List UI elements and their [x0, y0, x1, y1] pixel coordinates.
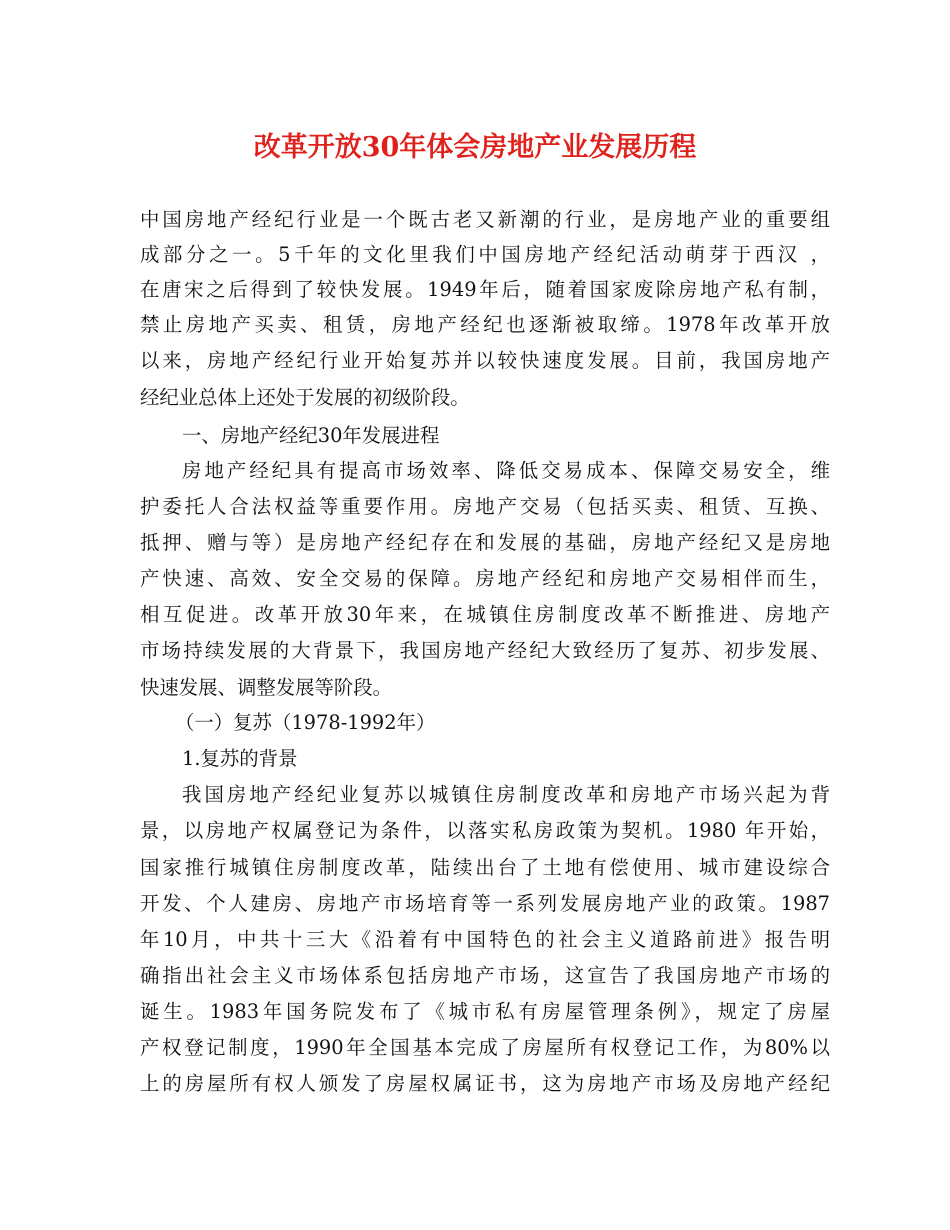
paragraph-line: 禁止房地产买卖、租赁，房地产经纪也逐渐被取缔。1978年改革开放: [140, 313, 830, 336]
section-heading: 一、房地产经纪30年发展进程: [182, 424, 440, 447]
paragraph-line: 市场持续发展的大背景下，我国房地产经纪大致经历了复苏、初步发展、: [140, 639, 830, 662]
document-title: 改革开放30年体会房地产业发展历程: [253, 132, 697, 163]
paragraph-line: 抵押、赠与等）是房地产经纪存在和发展的基础，房地产经纪又是房地: [140, 531, 830, 554]
paragraph-line: 产权登记制度，1990年全国基本完成了房屋所有权登记工作，为80%以: [140, 1036, 830, 1059]
paragraph-line: 国家推行城镇住房制度改革，陆续出台了土地有偿使用、城市建设综合: [140, 856, 830, 879]
subsection-heading: 1.复苏的背景: [182, 747, 298, 770]
paragraph-line: 确指出社会主义市场体系包括房地产市场，这宣告了我国房地产市场的: [140, 964, 830, 987]
paragraph-line: 年10月，中共十三大《沿着有中国特色的社会主义道路前进》报告明: [140, 928, 830, 951]
paragraph-line: 景，以房地产权属登记为条件，以落实私房政策为契机。1980 年开始，: [140, 819, 830, 842]
paragraph-line: 诞生。1983年国务院发布了《城市私有房屋管理条例》，规定了房屋: [140, 1000, 830, 1023]
paragraph-line: 中国房地产经纪行业是一个既古老又新潮的行业，是房地产业的重要组: [140, 208, 830, 231]
subsection-heading: （一）复苏（1978-1992年）: [175, 711, 436, 734]
paragraph-line: 相互促进。改革开放30年来，在城镇住房制度改革不断推进、房地产: [140, 603, 830, 626]
paragraph-line: 以来，房地产经纪行业开始复苏并以较快速度发展。目前，我国房地产: [140, 349, 830, 372]
paragraph-line: 快速发展、调整发展等阶段。: [140, 676, 393, 699]
paragraph-line: 开发、个人建房、房地产市场培育等一系列发展房地产业的政策。1987: [140, 892, 830, 915]
paragraph-line: 我国房地产经纪业复苏以城镇住房制度改革和房地产市场兴起为背: [182, 783, 830, 806]
paragraph-line: 在唐宋之后得到了较快发展。1949年后，随着国家废除房地产私有制，: [140, 278, 830, 301]
paragraph-line: 房地产经纪具有提高市场效率、降低交易成本、保障交易安全，维: [182, 459, 830, 482]
paragraph-line: 经纪业总体上还处于发展的初级阶段。: [140, 386, 470, 409]
paragraph-line: 成部分之一。5千年的文化里我们中国房地产经纪活动萌芽于西汉 ，: [140, 243, 830, 266]
paragraph-line: 产快速、高效、安全交易的保障。房地产经纪和房地产交易相伴而生，: [140, 567, 830, 590]
paragraph-line: 护委托人合法权益等重要作用。房地产交易（包括买卖、租赁、互换、: [140, 495, 830, 518]
paragraph-line: 上的房屋所有权人颁发了房屋权属证书，这为房地产市场及房地产经纪: [140, 1072, 830, 1095]
